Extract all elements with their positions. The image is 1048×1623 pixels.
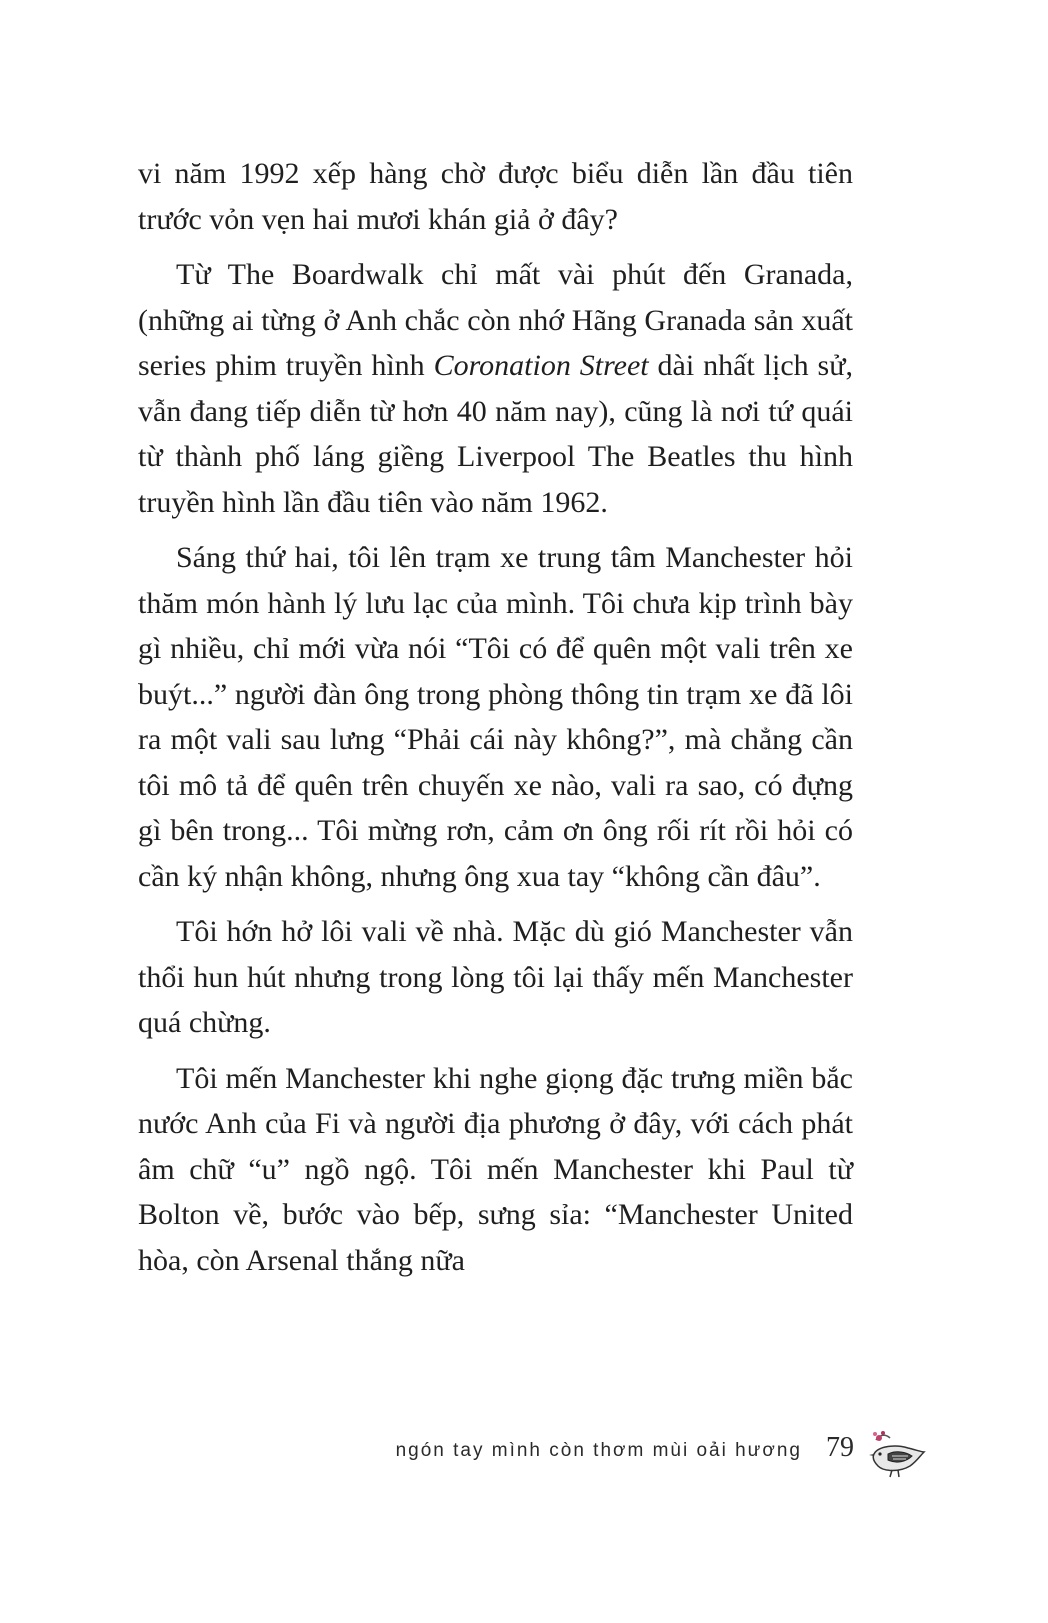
paragraph-2-start: Từ The Boardwalk chỉ mất vài phút đến Granada, (những ai từng ở Anh chắc còn nhớ Hãng Granada sản xuất series phim truyền hình bbox=[138, 258, 853, 382]
paragraph-1: vi năm 1992 xếp hàng chờ được biểu diễn lần đầu tiên trước vỏn vẹn hai mươi khán giả ở đây? bbox=[138, 157, 853, 236]
running-title: ngón tay mình còn thơm mùi oải hương bbox=[395, 1440, 802, 1461]
series-title: Coronation Street bbox=[433, 349, 649, 382]
paragraph-4: Tôi hớn hở lôi vali về nhà. Mặc dù gió Manchester vẫn thổi hun hút nhưng trong lòng tôi lại thấy mến Manchester quá chừng. bbox=[138, 915, 853, 1039]
bird-icon bbox=[866, 1428, 926, 1480]
paragraph-3: Sáng thứ hai, tôi lên trạm xe trung tâm Manchester hỏi thăm món hành lý lưu lạc của mình. Tôi chưa kịp trình bày gì nhiều, chỉ mới vừa nói “Tôi có để quên một vali trên xe buýt...” người đàn ông trong phòng thông tin trạm xe đã lôi ra một vali sau lưng “Phải cái này không?”, mà chẳng cần tôi mô tả để quên trên chuyến xe nào, vali ra sao, có đựng gì bên trong... Tôi mừng rơn, cảm ơn ông rối rít rồi hỏi có cần ký nhận không, nhưng ông xua tay “không cần đâu”. bbox=[138, 541, 853, 893]
page-footer bbox=[0, 1428, 1048, 1488]
page-number: 79 bbox=[826, 1432, 854, 1463]
paragraph-2 bbox=[138, 252, 853, 525]
body-text bbox=[138, 151, 853, 1293]
paragraph-2-end: dài nhất lịch sử, vẫn đang tiếp diễn từ hơn 40 năm nay), cũng là nơi tứ quái từ thành phố láng giềng Liverpool The Beatles thu hình truyền hình lần đầu tiên vào năm 1962. bbox=[138, 349, 853, 519]
paragraph-5: Tôi mến Manchester khi nghe giọng đặc trưng miền bắc nước Anh của Fi và người địa phương ở đây, với cách phát âm chữ “u” ngồ ngộ. Tôi mến Manchester khi Paul từ Bolton về, bước vào bếp, sưng sỉa: “Manchester United hòa, còn Arsenal thắng nữa bbox=[138, 1061, 853, 1277]
